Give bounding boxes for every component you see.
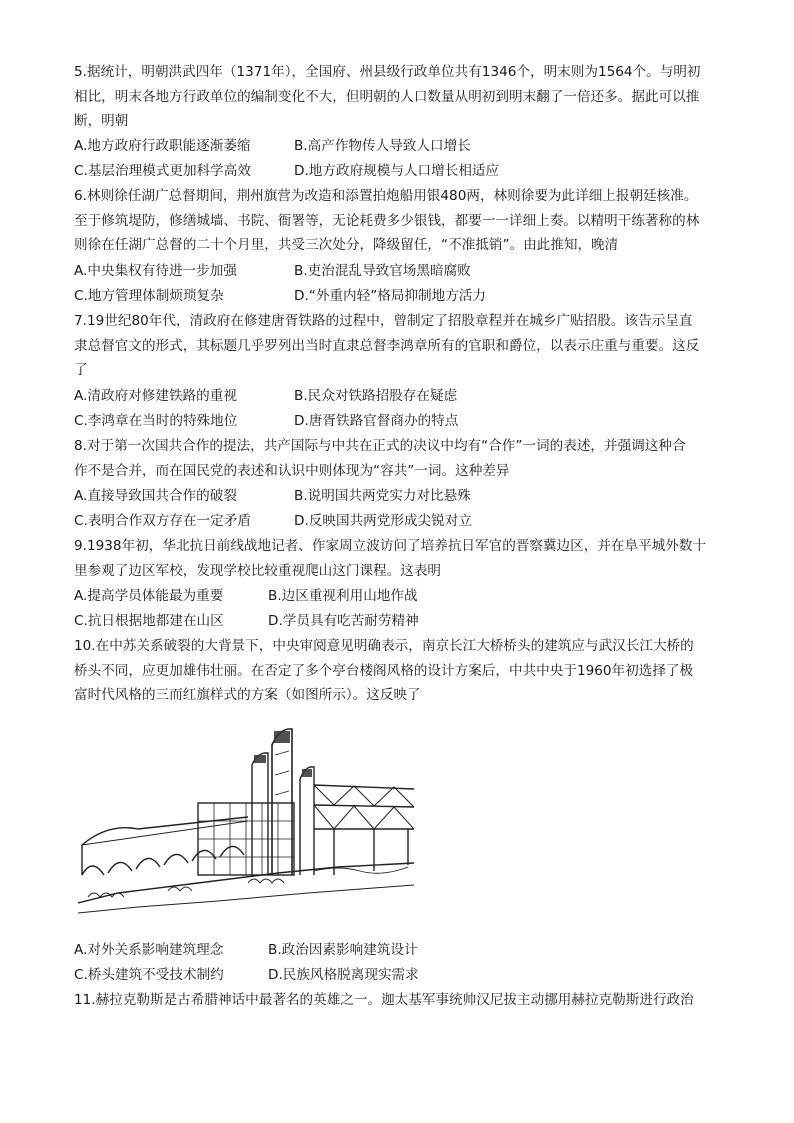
option-d: D.唐胥铁路官督商办的特点 (294, 412, 459, 429)
bridge-tower-figure (78, 725, 414, 921)
question-8 (74, 434, 724, 483)
question-9 (74, 534, 724, 583)
question-line: 富时代风格的三而红旗样式的方案（如图所示）。这反映了 (74, 687, 421, 704)
option-a: A.清政府对修建铁路的重视 (74, 388, 237, 404)
question-line: 断，明朝 (74, 113, 129, 130)
option-c: C.桥头建筑不受技术制约 (74, 966, 224, 983)
question-6 (74, 184, 724, 258)
option-b: B.政治因素影响建筑设计 (268, 942, 418, 958)
question-line: 至于修筑堤防，修缮城墙、书院、衙署等，无论耗费多少银钱，都要一一详细上奏。以精明干练著称的林 (74, 212, 700, 229)
option-a: A.直接导致国共合作的破裂 (74, 488, 237, 504)
question-line: 6.林则徐任湖广总督期间，荆州旗营为改造和添置拍炮船用银480两，林则徐要为此详细上报朝廷核准。 (74, 188, 698, 204)
question-line: 则徐在任湖广总督的二十个月里，共受三次处分，降级留任，“不准抵销”。由此推知，晚清 (74, 237, 619, 254)
option-b: B.高产作物传人导致人口增长 (294, 138, 471, 154)
question-10 (74, 634, 724, 708)
option-b: B.说明国共两党实力对比悬殊 (294, 488, 471, 504)
question-11 (74, 988, 724, 1013)
question-line: 相比，明末各地方行政单位的编制变化不大，但明朝的人口数量从明初到明末翻了一倍还多。据此可以推 (74, 88, 700, 105)
option-d: D.民族风格脱离现实需求 (268, 966, 419, 983)
question-line: 8.对于第一次国共合作的提法，共产国际与中共在正式的决议中均有“合作”一词的表述，并强调这种合 (74, 438, 686, 454)
option-b: B.吏治混乱导致官场黑暗腐败 (294, 263, 471, 279)
option-d: D.地方政府规模与人口增长相适应 (294, 162, 500, 179)
question-6-options (74, 259, 724, 308)
option-d: D.“外重内轻”格局抑制地方活力 (294, 287, 486, 304)
question-7-options (74, 384, 724, 433)
question-line: 5.据统计，明朝洪武四年（1371年），全国府、州县级行政单位共有1346个，明末则为1564个。与明初 (74, 64, 701, 80)
option-d: D.学员具有吃苦耐劳精神 (268, 612, 419, 629)
option-d: D.反映国共两党形成尖锐对立 (294, 512, 472, 529)
question-5-options (74, 134, 724, 183)
question-8-options (74, 484, 724, 533)
question-5 (74, 60, 724, 134)
option-a: A.提高学员体能最为重要 (74, 588, 224, 604)
option-a: A.地方政府行政职能逐渐萎缩 (74, 138, 251, 154)
option-b: B.边区重视利用山地作战 (268, 588, 418, 604)
question-line: 11.赫拉克勒斯是古希腊神话中最著名的英雄之一。迦太基军事统帅汉尼拔主动挪用赫拉克勒斯进行政治 (74, 992, 694, 1008)
question-9-options (74, 584, 724, 633)
question-line: 桥头不同，应更加雄伟壮丽。在否定了多个亭台楼阁风格的设计方案后，中共中央于1960年初选择了极 (74, 662, 694, 679)
question-line: 里参观了边区军校，发现学校比较重视爬山这门课程。这表明 (74, 562, 442, 579)
option-b: B.民众对铁路招股存在疑虑 (294, 388, 458, 404)
question-line: 10.在中苏关系破裂的大背景下，中央审阅意见明确表示，南京长江大桥桥头的建筑应与武汉长江大桥的 (74, 638, 694, 654)
option-a: A.中央集权有待进一步加强 (74, 263, 237, 279)
question-line: 9.1938年初，华北抗日前线战地记者、作家周立波访问了培养抗日军官的晋察冀边区，并在阜平城外数十 (74, 538, 707, 554)
question-line: 了 (74, 362, 88, 379)
question-line: 作不是合并，而在国民党的表述和认识中则体现为“容共”一词。这种差异 (74, 462, 510, 479)
question-line: 隶总督官文的形式，其标题几乎罗列出当时直隶总督李鸿章所有的官职和爵位，以表示庄重与重要。这反 (74, 337, 700, 354)
option-c: C.抗日根据地都建在山区 (74, 612, 224, 629)
question-7 (74, 309, 724, 383)
option-c: C.地方管理体制烦琐复杂 (74, 287, 224, 304)
option-c: C.基层治理模式更加科学高效 (74, 162, 251, 179)
question-10-options (74, 938, 724, 987)
question-line: 7.19世纪80年代，清政府在修建唐胥铁路的过程中，曾制定了招股章程并在城乡广贴招股。该告示呈直 (74, 313, 693, 329)
option-c: C.表明合作双方存在一定矛盾 (74, 512, 251, 529)
option-a: A.对外关系影响建筑理念 (74, 942, 224, 958)
bridge-illustration (78, 725, 414, 921)
option-c: C.李鸿章在当时的特殊地位 (74, 412, 238, 429)
